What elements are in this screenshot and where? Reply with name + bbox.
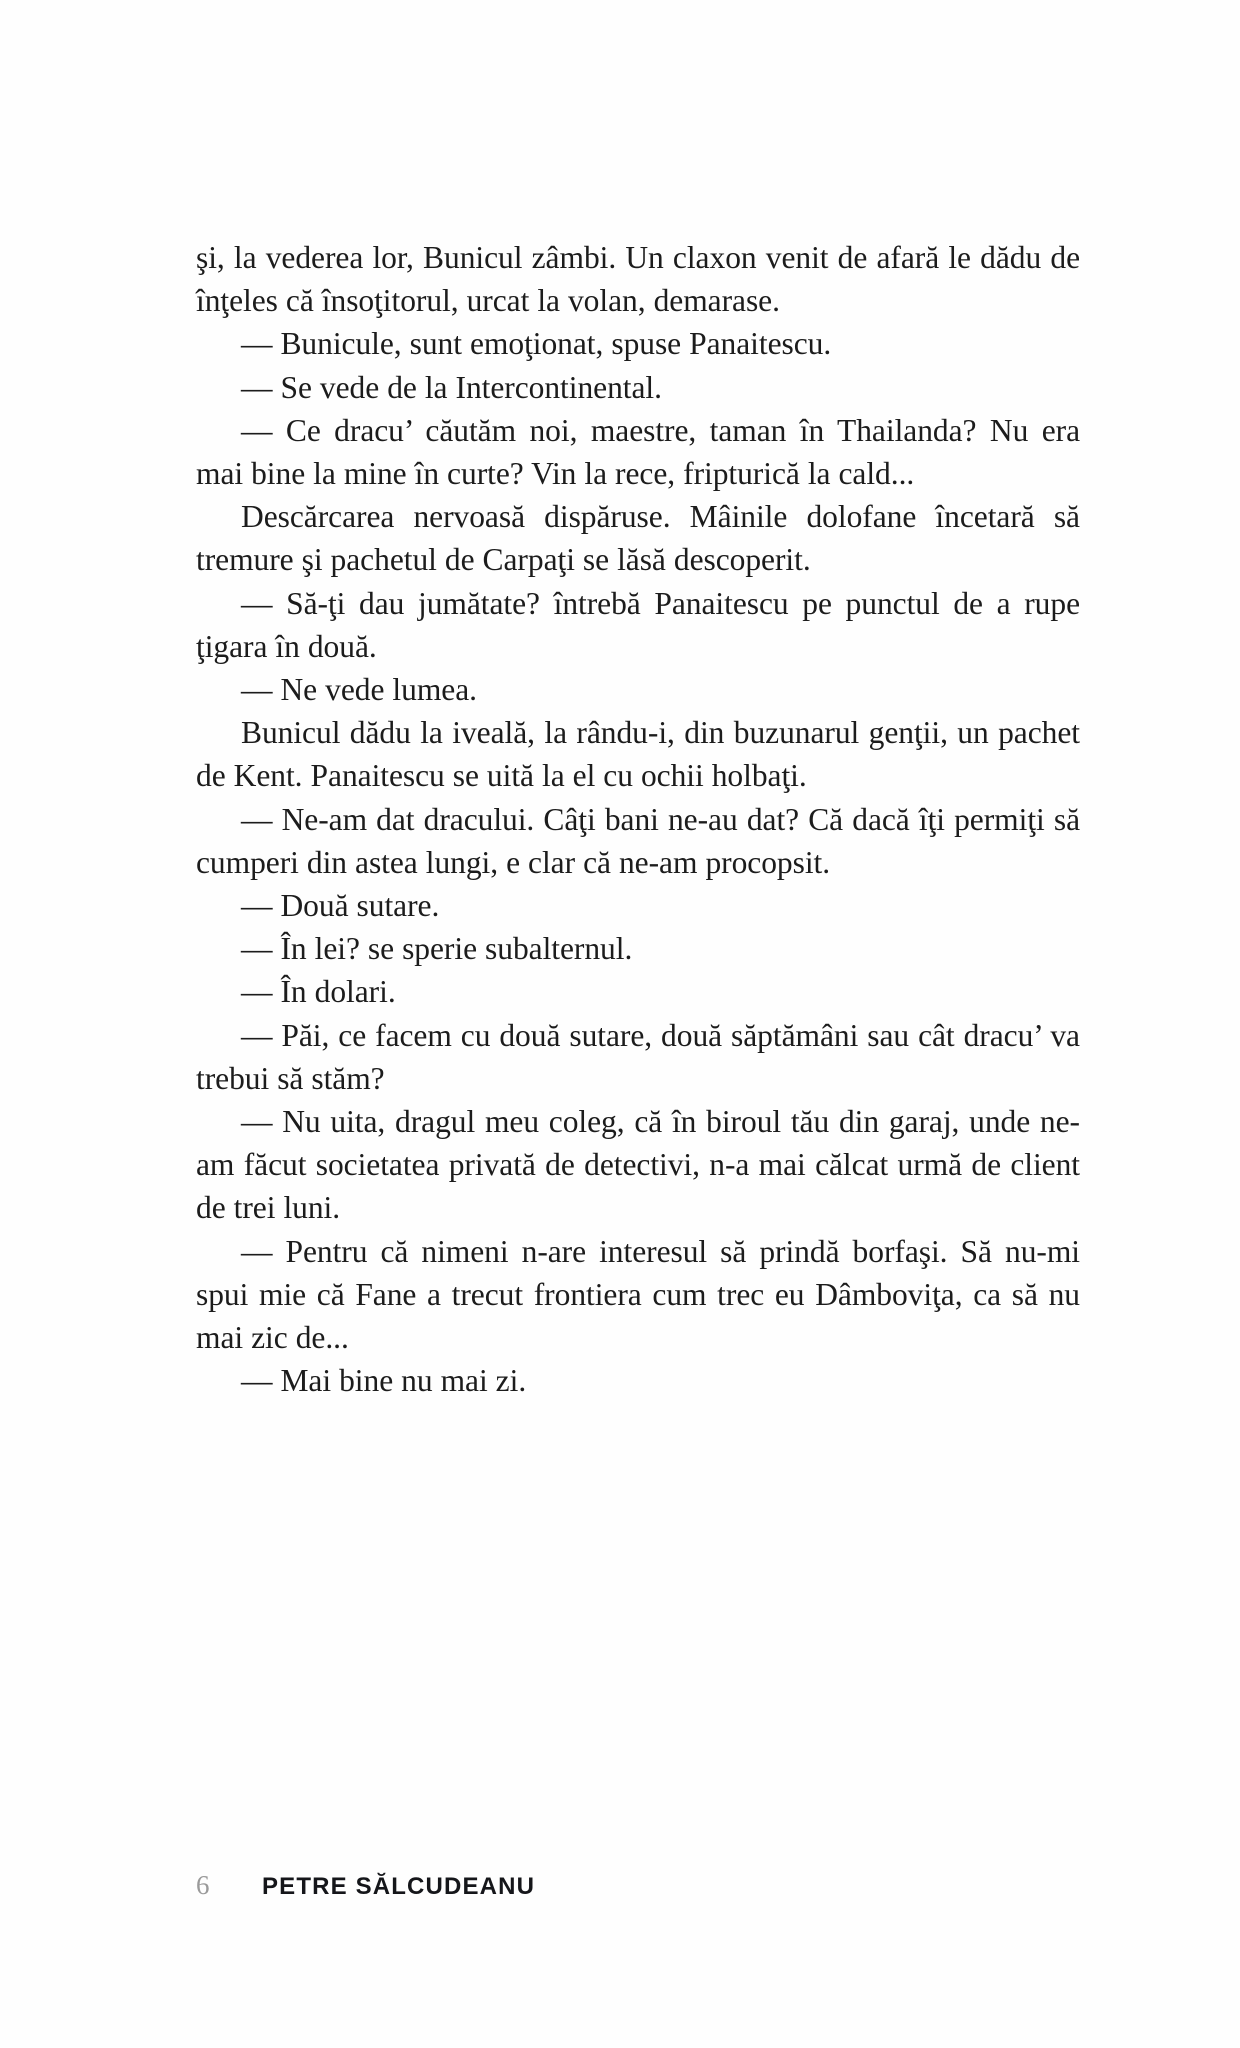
page-text-body [196, 236, 1080, 1402]
paragraph: — Bunicule, sunt emoţionat, spuse Panaitescu. [241, 326, 832, 362]
paragraph: — Nu uita, dragul meu coleg, că în biroul tău din garaj, unde ne-am făcut societatea privată de detectivi, n-a mai călcat urmă de client de trei luni. [196, 1104, 1080, 1226]
paragraph: Descărcarea nervoasă dispăruse. Mâinile dolofane încetară să tremure şi pachetul de Carpaţi se lăsă descoperit. [196, 499, 1080, 578]
paragraph: — În lei? se sperie subalternul. [241, 931, 633, 967]
paragraph: şi, la vederea lor, Bunicul zâmbi. Un claxon venit de afară le dădu de înţeles că însoţitorul, urcat la volan, demarase. [196, 240, 1080, 319]
paragraph: — Ce dracu’ căutăm noi, maestre, taman în Thailanda? Nu era mai bine la mine în curte? Vin la rece, fripturică la cald... [196, 412, 1080, 492]
paragraph: — În dolari. [241, 974, 396, 1010]
paragraph: — Două sutare. [241, 888, 440, 924]
paragraph: — Păi, ce facem cu două sutare, două săptămâni sau cât dracu’ va trebui să stăm? [196, 1017, 1080, 1096]
paragraph: — Mai bine nu mai zi. [241, 1363, 527, 1399]
paragraph: — Ne-am dat dracului. Câţi bani ne-au dat? Că dacă îţi permiţi să cumperi din astea lungi, e clar că ne-am procopsit. [196, 801, 1080, 880]
page-footer [196, 1872, 1080, 1899]
paragraph: — Ne vede lumea. [241, 672, 477, 708]
paragraph: — Se vede de la Intercontinental. [241, 369, 662, 405]
page-number: 6 [196, 1870, 210, 1900]
running-head-author: PETRE SĂLCUDEANU [262, 1873, 536, 1900]
paragraph: Bunicul dădu la iveală, la rându-i, din buzunarul genţii, un pachet de Kent. Panaitescu se uită la el cu ochii holbaţi. [196, 715, 1080, 794]
paragraph: — Să-ţi dau jumătate? întrebă Panaitescu pe punctul de a rupe ţigara în două. [196, 585, 1080, 664]
paragraph: — Pentru că nimeni n-are interesul să prindă borfaşi. Să nu-mi spui mie că Fane a trecut frontiera cum trec eu Dâmboviţa, ca să nu mai zic de... [196, 1233, 1080, 1356]
